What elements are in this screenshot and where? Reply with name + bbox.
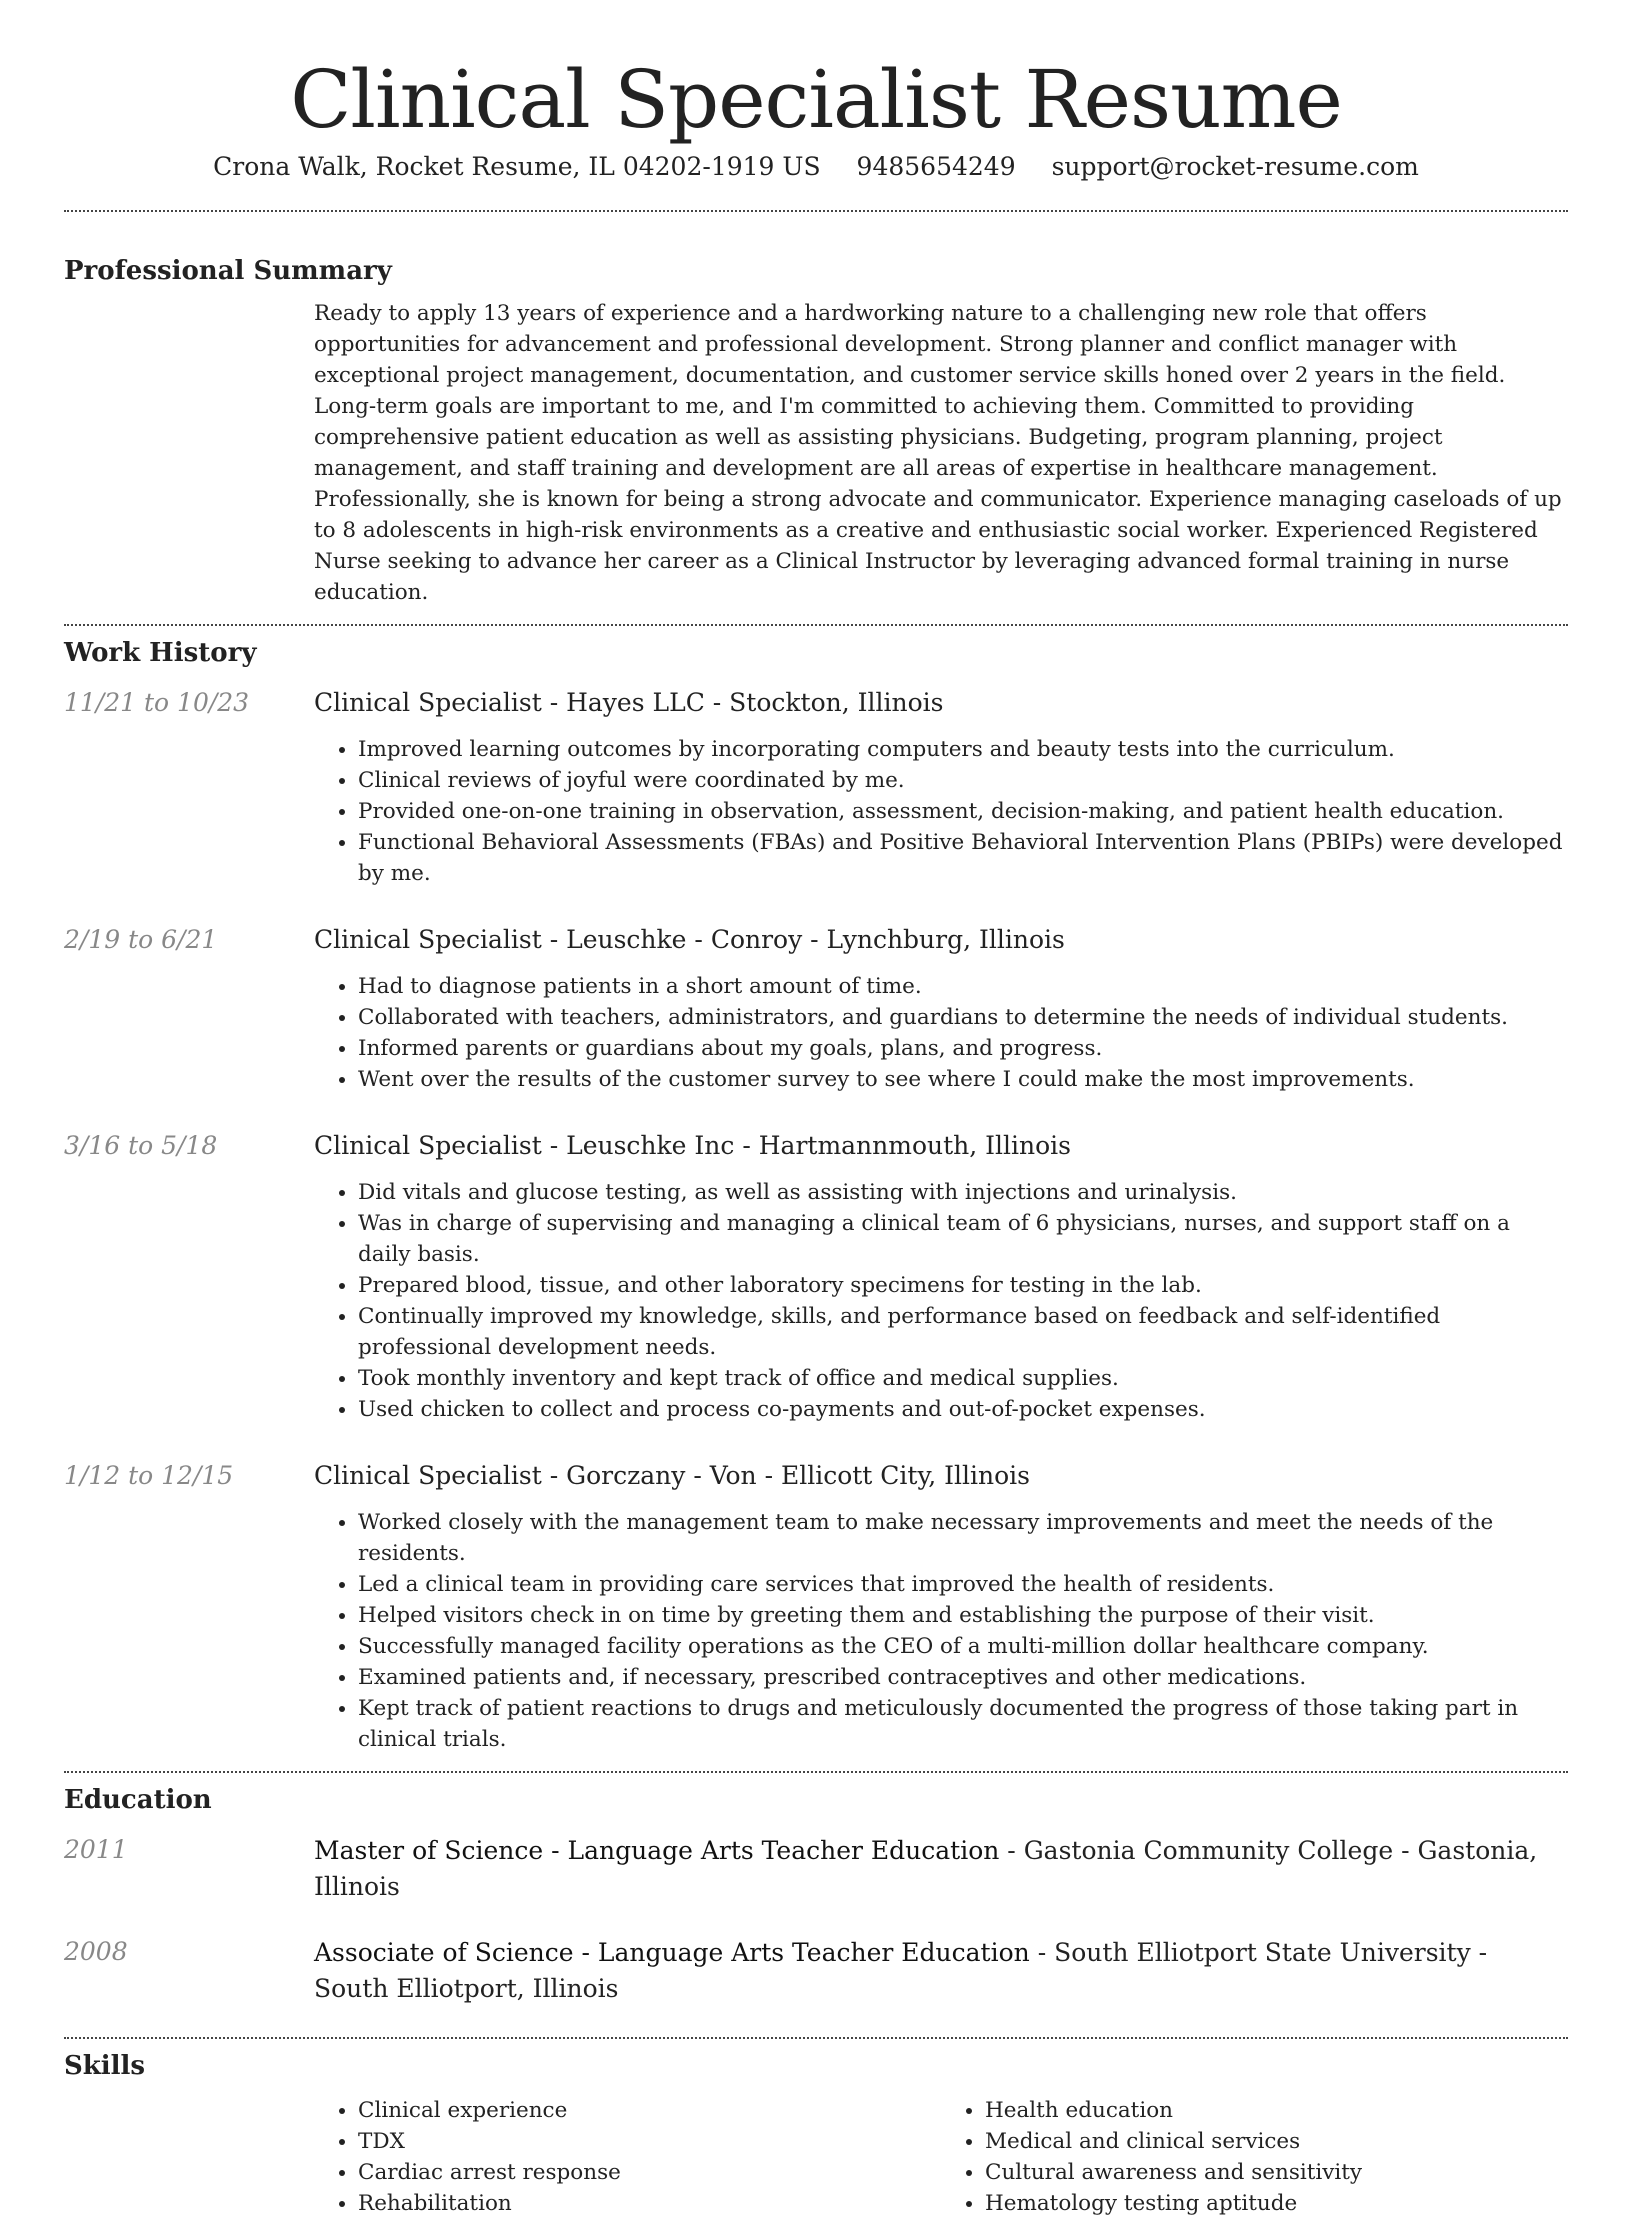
contact-phone: 9485654249 [856,152,1016,181]
job-bullet: • Prepared blood, tissue, and other laboratory specimens for testing in the lab. [358,1270,1568,1301]
education-degree: Associate of Science - Language Arts Teacher Education [314,1938,1030,1967]
job-bullets [314,1177,1568,1425]
job-heading: Clinical Specialist - Gorczany - Von - Ellicott City, Illinois [314,1461,1031,1490]
education-year: 2011 [64,1835,128,1864]
job-dates: 3/16 to 5/18 [64,1131,218,1160]
job-bullet: • Improved learning outcomes by incorporating computers and beauty tests into the curriculum. [358,734,1568,765]
work-section [64,626,1568,1755]
education-list [64,1833,1568,2007]
contact-email: support@rocket-resume.com [1051,152,1419,181]
job-entry [64,686,1568,889]
job-heading: Clinical Specialist - Leuschke - Conroy - Lynchburg, Illinois [314,925,1065,954]
contact-line [64,150,1568,210]
skills-list-left [314,2095,941,2219]
job-heading: Clinical Specialist - Hayes LLC - Stockton, Illinois [314,688,944,717]
job-bullets [314,734,1568,889]
contact-address: Crona Walk, Rocket Resume, IL 04202-1919 US [213,152,821,181]
job-body [314,923,1568,1095]
job-entry [64,1459,1568,1755]
education-year: 2008 [64,1937,128,1966]
job-entry [64,923,1568,1095]
skill-item: • Cultural awareness and sensitivity [985,2157,1568,2188]
education-section [64,1773,1568,2007]
education-school: - South Elliotport State University - South Elliotport, Illinois [314,1938,1488,2003]
job-bullet: • Collaborated with teachers, administrators, and guardians to determine the needs of individual students. [358,1002,1568,1033]
skill-item: • Clinical experience [358,2095,941,2126]
job-body [314,1129,1568,1425]
job-bullet: • Kept track of patient reactions to drugs and meticulously documented the progress of those taking part in clinical trials. [358,1693,1568,1755]
job-bullet: • Worked closely with the management team to make necessary improvements and meet the needs of the residents. [358,1507,1568,1569]
job-bullet: • Was in charge of supervising and managing a clinical team of 6 physicians, nurses, and support staff on a daily basis. [358,1208,1568,1270]
job-bullet: • Examined patients and, if necessary, prescribed contraceptives and other medications. [358,1662,1568,1693]
job-list [64,686,1568,1755]
job-bullet: • Successfully managed facility operations as the CEO of a multi-million dollar healthcare company. [358,1631,1568,1662]
skills-columns [314,2095,1568,2219]
education-body [314,1833,1568,1905]
skills-heading: Skills [64,2051,146,2081]
skill-item: • Rehabilitation [358,2188,941,2219]
skill-item: • Health education [985,2095,1568,2126]
job-bullet: • Clinical reviews of joyful were coordinated by me. [358,765,1568,796]
job-bullet: • Informed parents or guardians about my goals, plans, and progress. [358,1033,1568,1064]
job-heading: Clinical Specialist - Leuschke Inc - Hartmannmouth, Illinois [314,1131,1071,1160]
summary-text: Ready to apply 13 years of experience and a hardworking nature to a challenging new role that offers opportunities for advancement and professional development. Strong planner and conflict manager with exceptional project management, documentation, and customer service skills honed over 2 years in the field. Long-term goals are important to me, and I'm committed to achieving them. Committed to providing comprehensive patient education as well as assisting physicians. Budgeting, program planning, project management, and staff training and development are all areas of expertise in healthcare management. Professionally, she is known for being a strong advocate and communicator. Experience managing caseloads of up to 8 adolescents in high-risk environments as a creative and enthusiastic social worker. Experienced Registered Nurse seeking to advance her career as a Clinical Instructor by leveraging advanced formal training in nurse education. [314,301,1562,605]
job-body [314,1459,1568,1755]
job-bullet: • Had to diagnose patients in a short amount of time. [358,971,1568,1002]
education-body [314,1935,1568,2007]
summary-heading: Professional Summary [64,256,392,286]
job-bullet: • Helped visitors check in on time by greeting them and establishing the purpose of their visit. [358,1600,1568,1631]
job-dates: 1/12 to 12/15 [64,1461,234,1490]
skill-item: • Hematology testing aptitude [985,2188,1568,2219]
job-bullet: • Led a clinical team in providing care services that improved the health of residents. [358,1569,1568,1600]
job-bullet: • Took monthly inventory and kept track of office and medical supplies. [358,1363,1568,1394]
skills-list-right [941,2095,1568,2219]
education-school: - Gastonia Community College - Gastonia, Illinois [314,1836,1538,1901]
job-body [314,686,1568,889]
job-dates: 2/19 to 6/21 [64,925,218,954]
job-bullets [314,971,1568,1095]
job-bullet: • Provided one-on-one training in observation, assessment, decision-making, and patient health education. [358,796,1568,827]
education-entry [64,1833,1568,1905]
summary-section [64,212,1568,624]
education-heading: Education [64,1785,212,1815]
skill-item: • Cardiac arrest response [358,2157,941,2188]
job-dates: 11/21 to 10/23 [64,688,250,717]
education-degree: Master of Science - Language Arts Teacher Education [314,1836,1000,1865]
resume-title: Clinical Specialist Resume [290,53,1342,146]
job-bullet: • Went over the results of the customer survey to see where I could make the most improvements. [358,1064,1568,1095]
education-entry [64,1935,1568,2007]
job-bullet: • Did vitals and glucose testing, as well as assisting with injections and urinalysis. [358,1177,1568,1208]
skill-item: • Medical and clinical services [985,2126,1568,2157]
skill-item: • TDX [358,2126,941,2157]
work-heading: Work History [64,638,257,668]
job-bullets [314,1507,1568,1755]
job-bullet: • Functional Behavioral Assessments (FBAs) and Positive Behavioral Intervention Plans (PBIPs) were developed by me. [358,827,1568,889]
skills-section [64,2039,1568,2219]
job-bullet: • Used chicken to collect and process co-payments and out-of-pocket expenses. [358,1394,1568,1425]
job-bullet: • Continually improved my knowledge, skills, and performance based on feedback and self-identified professional development needs. [358,1301,1568,1363]
job-entry [64,1129,1568,1425]
